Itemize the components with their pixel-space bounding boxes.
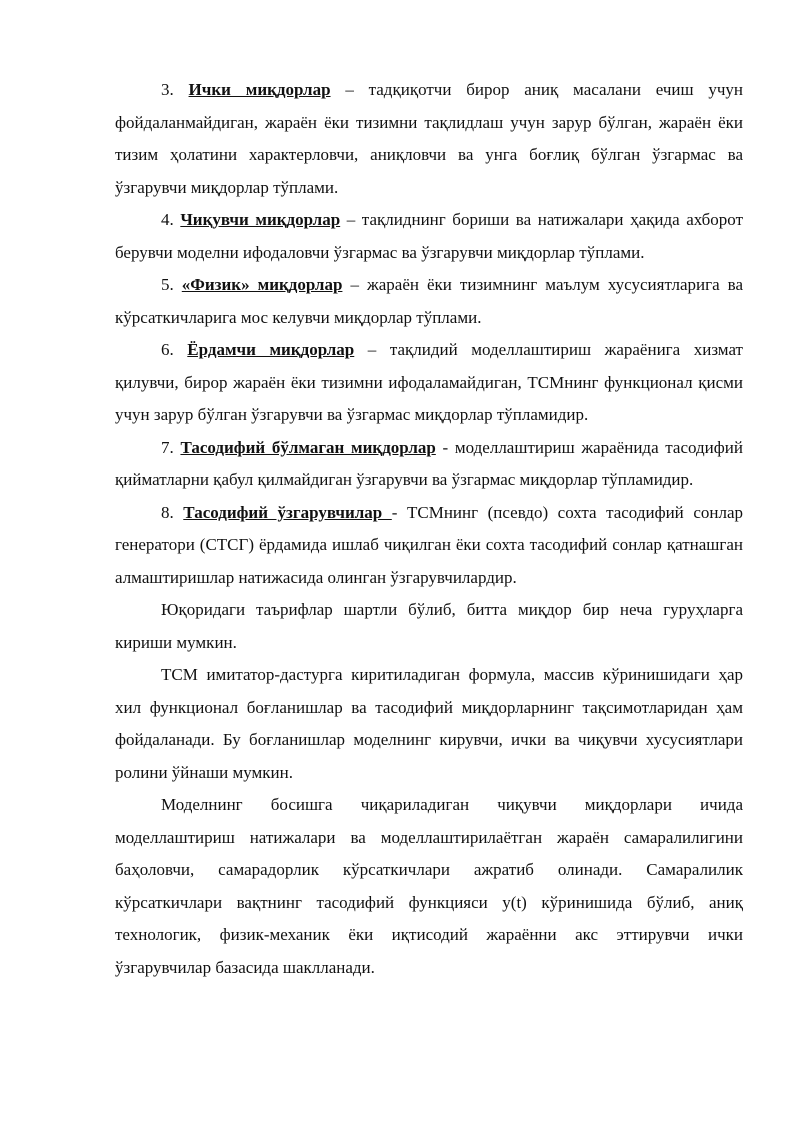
- item-number: 5.: [161, 275, 174, 294]
- term-title: Ёрдамчи миқдорлар: [187, 340, 355, 359]
- body-paragraph: Моделнинг босишга чиқариладиган чиқувчи миқдорлари ичида моделлаштириш натижалари ва моделлаштирилаётган жараён самаралилигини баҳоловчи, самарадорлик кўрсаткичлари ажратиб олинади. Самаралилик кўрсаткичлари вақтнинг тасодифий функцияси y(t) кўринишида бўлиб, аниқ технологик, физик-механик ёки иқтисодий жараённи акс эттирувчи ички ўзгарувчилар базасида шаклланади.: [115, 795, 743, 977]
- document-body: [115, 74, 743, 984]
- definition-text: - моделлаштириш жараёнида тасодифий қийматларни қабул қилмайдиган ўзгарувчи ва ўзгармас миқдорлар тўпламидир.: [115, 437, 743, 489]
- definition-paragraph-3: [115, 74, 743, 204]
- term-title: Тасодифий ўзгарувчилар: [183, 502, 392, 522]
- definition-text: – жараён ёки тизимнинг маълум хусусиятларига ва кўрсаткичларига мос келувчи миқдорлар тўплами.: [115, 275, 743, 327]
- definition-text: – тақлиднинг бориши ва натижалари ҳақида ахборот берувчи моделни ифодаловчи ўзгармас ва ўзгарувчи миқдорлар тўплами.: [115, 210, 744, 262]
- item-number: 7.: [161, 437, 174, 457]
- definition-text: – тадқиқотчи бирор аниқ масалани ечиш учун фойдаланмайдиган, жараён ёки тизимни тақлидлаш учун зарур бўлган, жараён ёки тизим ҳолатини характерловчи, аниқловчи ва унга боғлиқ бўлган ўзгармас ва ўзгарувчи миқдорлар тўплами.: [115, 80, 744, 197]
- term-title: «Физик» миқдорлар: [181, 275, 343, 294]
- definition-paragraph-8: [115, 497, 743, 595]
- body-paragraph: Юқоридаги таърифлар шартли бўлиб, битта миқдор бир неча гуруҳларга кириши мумкин.: [115, 600, 743, 652]
- item-number: 6.: [161, 340, 174, 359]
- definition-paragraph-6: [115, 334, 743, 432]
- term-title: Ички миқдорлар: [188, 80, 331, 99]
- term-title: Чиқувчи миқдорлар: [180, 210, 341, 229]
- item-number: 8.: [161, 502, 174, 522]
- definition-text: – тақлидий моделлаштириш жараёнига хизмат қилувчи, бирор жараён ёки тизимни ифодаламайдиган, ТСМнинг функционал қисми учун зарур бўлган ўзгарувчи ва ўзгармас миқдорлар тўпламидир.: [115, 340, 743, 424]
- definition-paragraph-5: [115, 269, 743, 334]
- item-number: 4.: [161, 210, 174, 229]
- item-number: 3.: [161, 80, 174, 99]
- definition-text: - ТСМнинг (псевдо) сохта тасодифий сонлар генератори (СТСГ) ёрдамида ишлаб чиқилган ёки сохта тасодифий сонлар қатнашган алмаштиришлар натижасида олинган ўзгарувчилардир.: [115, 502, 743, 587]
- definition-paragraph-7: [115, 432, 743, 497]
- body-paragraph: ТСМ имитатор-дастурга киритиладиган формула, массив кўринишидаги ҳар хил функционал боғланишлар ва тасодифий миқдорларнинг тақсимотларидан ҳам фойдаланади. Бу боғланишлар моделнинг кирувчи, ички ва чиқувчи хусусиятлари ролини ўйнаши мумкин.: [115, 665, 743, 782]
- definition-paragraph-4: [115, 204, 743, 269]
- term-title: Тасодифий бўлмаган миқдорлар: [180, 437, 436, 457]
